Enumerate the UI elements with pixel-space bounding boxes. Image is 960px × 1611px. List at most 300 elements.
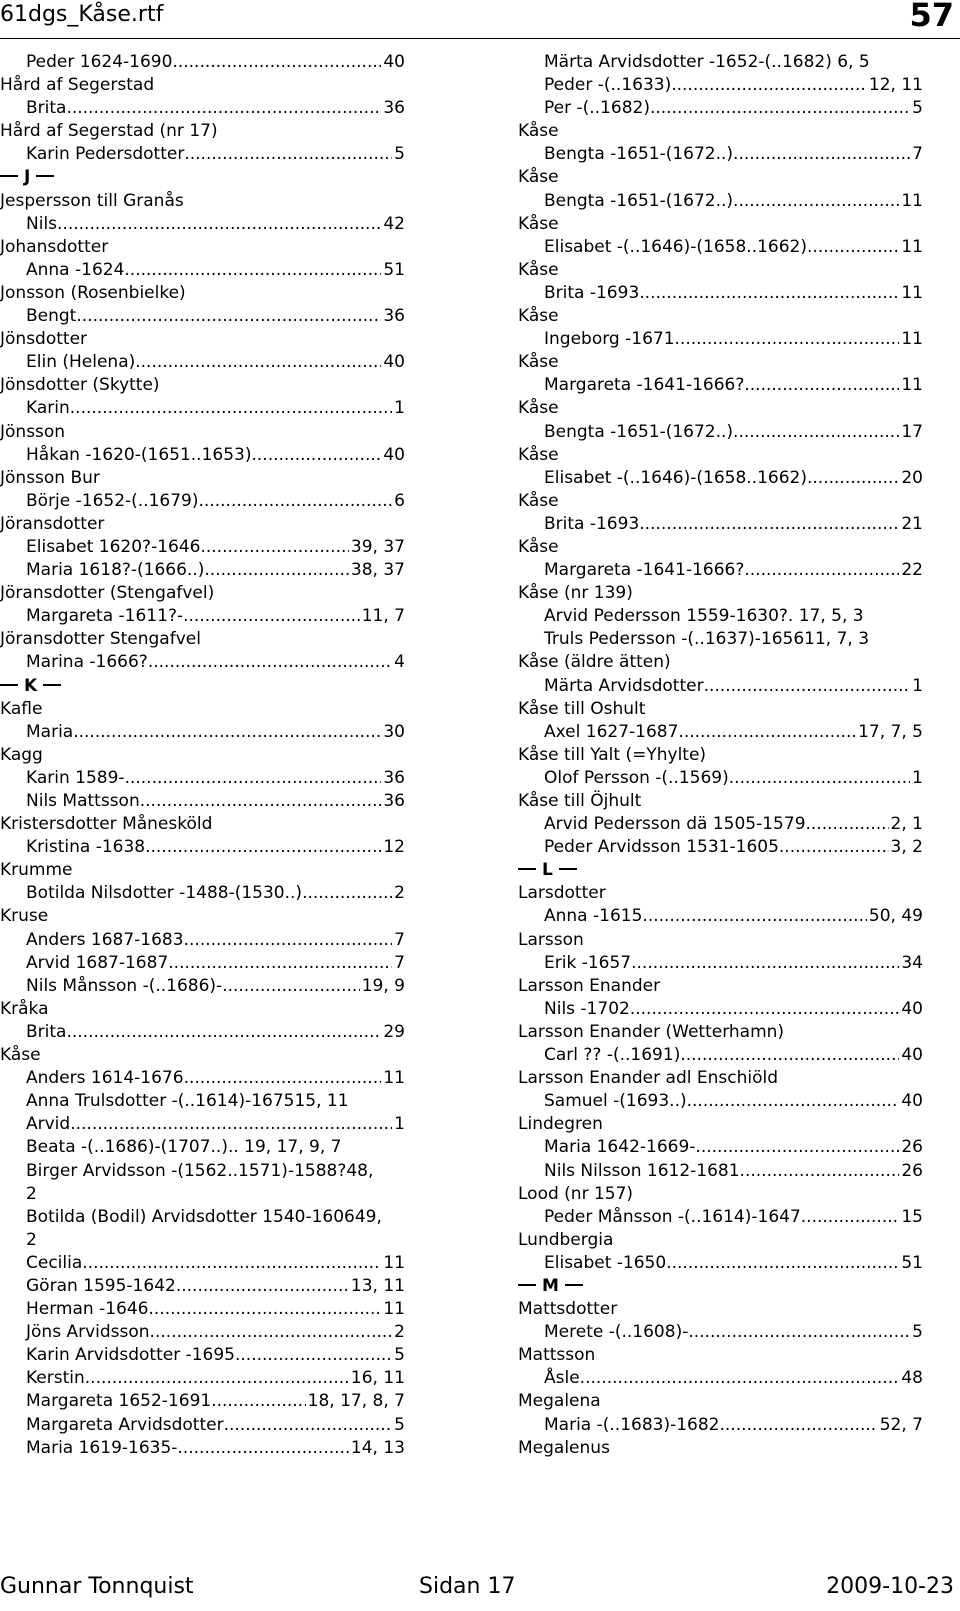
entry-name: Nils Mattsson (26, 791, 140, 811)
index-entry (518, 559, 923, 582)
index-entry (0, 351, 405, 374)
entry-page-refs: 7 (912, 144, 923, 165)
letter-rule (565, 1284, 583, 1286)
entry-name: Märta Arvidsdotter (544, 675, 704, 696)
entry-page-refs: 26 (901, 1160, 923, 1181)
entry-name: Margareta -1641-1666? (544, 560, 745, 581)
dot-leader (135, 351, 381, 374)
index-surname-heading: Kåse (äldre ätten) (518, 652, 671, 673)
entry-page-refs: 52, 7 (879, 1414, 923, 1435)
entry-page-refs: 29 (383, 1021, 405, 1042)
index-entry (0, 952, 405, 975)
footer-page: Sidan 17 (419, 1574, 516, 1599)
dot-leader (687, 1090, 900, 1113)
index-letter: J (24, 167, 31, 188)
index-entry (518, 1414, 923, 1437)
entry-page-refs: 51 (901, 1252, 923, 1273)
entry-page-refs: 2, 1 (890, 814, 923, 835)
index-surname-heading: Kåse (518, 398, 559, 419)
dot-leader (251, 444, 381, 467)
index-surname-heading: Kåse (0, 1045, 41, 1066)
entry-name: Karin (26, 398, 70, 419)
entry-page-refs: 14, 13 (350, 1437, 405, 1458)
index-entry (0, 882, 405, 905)
index-entry (0, 1390, 405, 1413)
dot-leader (76, 305, 381, 328)
index-entry (0, 790, 405, 813)
entry-name: Elin (Helena) (26, 352, 136, 373)
dot-leader (148, 651, 392, 674)
letter-rule (36, 175, 54, 177)
dot-leader (631, 952, 899, 975)
dot-leader (204, 559, 349, 582)
entry-name: Elisabet -(..1646)-(1658..1662) (544, 467, 807, 488)
index-column-right (518, 51, 923, 1460)
dot-leader (184, 929, 393, 952)
entry-page-refs: 5 (394, 144, 405, 165)
entry-name: Arvid (26, 1114, 71, 1135)
entry-name: Bengta -1651-(1672..) (544, 190, 734, 211)
entry-name: Maria 1619-1635- (26, 1437, 178, 1458)
entry-name: Karin Pedersdotter (26, 144, 185, 165)
dot-leader (200, 536, 348, 559)
index-entry (0, 444, 405, 467)
entry-name: Göran 1595-1642 (26, 1275, 176, 1296)
entry-page-refs: 30 (383, 721, 405, 742)
entry-name: Cecilia (26, 1252, 83, 1273)
index-entry (0, 490, 405, 513)
dot-leader (302, 882, 392, 905)
letter-rule (43, 684, 61, 686)
index-entry (518, 421, 923, 444)
index-surname-heading: Kåse till Öjhult (518, 791, 642, 811)
index-entry-text: Anna Trulsdotter -(..1614)-167515, 11 (26, 1091, 349, 1112)
entry-name: Elisabet -1650 (544, 1252, 667, 1273)
index-surname-heading: Kåse (518, 306, 559, 327)
index-entry (518, 1160, 923, 1183)
index-entry (518, 952, 923, 975)
index-surname-heading: Megalenus (518, 1437, 610, 1458)
entry-page-refs: 11 (901, 236, 923, 257)
entry-page-refs: 36 (383, 791, 405, 811)
entry-name: Olof Persson -(..1569) (544, 767, 729, 788)
entry-page-refs: 40 (383, 444, 405, 465)
index-surname-heading: Larsson Enander (Wetterhamn) (518, 1021, 785, 1042)
dot-leader (211, 1390, 305, 1413)
entry-name: Nils (26, 213, 58, 234)
index-letter-heading (0, 675, 405, 698)
index-letter-heading (518, 1275, 923, 1298)
index-surname-heading: Lindegren (518, 1114, 603, 1135)
index-surname-heading: Jöransdotter Stengafvel (0, 629, 201, 650)
dot-leader (733, 190, 899, 213)
index-entry (0, 1252, 405, 1275)
letter-rule (559, 868, 577, 870)
entry-name: Peder 1624-1690 (26, 52, 173, 72)
index-entry (518, 675, 923, 698)
index-column-left (0, 51, 405, 1460)
entry-name: Anders 1614-1676 (26, 1068, 184, 1089)
entry-page-refs: 4 (394, 652, 405, 673)
dot-leader (671, 74, 867, 97)
index-entry (518, 97, 923, 120)
dot-leader (176, 1275, 349, 1298)
index-entry-text: Truls Pedersson -(..1637)-165611, 7, 3 (544, 629, 870, 650)
index-surname-heading: Kåse (518, 121, 559, 142)
entry-page-refs: 12, 11 (868, 75, 923, 96)
entry-name: Margareta -1611?- (26, 606, 184, 627)
index-entry (518, 143, 923, 166)
index-entry (518, 905, 923, 928)
index-entry (518, 767, 923, 790)
index-entry-text: 2 (26, 1229, 37, 1250)
entry-page-refs: 11 (901, 190, 923, 211)
entry-name: Börje -1652-(..1679) (26, 490, 199, 511)
dot-leader (66, 97, 381, 120)
entry-page-refs: 48 (901, 1368, 923, 1389)
entry-name: Arvid Pedersson dä 1505-1579 (544, 814, 806, 835)
dot-leader (222, 975, 360, 998)
entry-page-refs: 2 (394, 1322, 405, 1343)
entry-page-refs: 3, 2 (890, 837, 923, 858)
entry-page-refs: 5 (394, 1345, 405, 1366)
entry-page-refs: 7 (394, 929, 405, 950)
index-surname-heading: Kafle (0, 698, 43, 719)
entry-name: Margareta Arvidsdotter (26, 1414, 224, 1435)
index-surname-heading: Kåse (518, 536, 559, 557)
page-number: 57 (909, 0, 954, 34)
entry-page-refs: 15 (901, 1206, 923, 1227)
entry-page-refs: 11 (383, 1299, 405, 1320)
index-entry-text: Märta Arvidsdotter -1652-(..1682) 6, 5 (544, 52, 870, 72)
index-entry (518, 513, 923, 536)
index-entry (0, 1344, 405, 1367)
entry-page-refs: 1 (394, 398, 405, 419)
index-surname-heading: Kåse (nr 139) (518, 583, 633, 604)
index-surname-heading: Megalena (518, 1391, 601, 1412)
index-entry (0, 97, 405, 120)
dot-leader (57, 213, 381, 236)
index-entry (0, 536, 405, 559)
dot-leader (124, 259, 381, 282)
index-surname-heading: Johansdotter (0, 236, 109, 257)
index-surname-heading: Jespersson till Granås (0, 190, 184, 211)
index-entry (0, 651, 405, 674)
index-entry (0, 1321, 405, 1344)
index-entry (518, 374, 923, 397)
entry-name: Åsle (544, 1368, 580, 1389)
entry-page-refs: 20 (901, 467, 923, 488)
index-surname-heading: Kåse till Oshult (518, 698, 646, 719)
letter-rule (518, 868, 536, 870)
index-surname-heading: Kåse (518, 490, 559, 511)
entry-name: Peder -(..1633) (544, 75, 672, 96)
index-surname-heading: Larsson (518, 929, 584, 950)
dot-leader (688, 1321, 910, 1344)
dot-leader (580, 1367, 900, 1390)
entry-name: Bengta -1651-(1672..) (544, 421, 734, 442)
index-surname-heading: Hård af Segerstad (0, 75, 155, 96)
index-entry (518, 1136, 923, 1159)
dot-leader (630, 998, 900, 1021)
entry-name: Axel 1627-1687 (544, 721, 679, 742)
index-entry (518, 1321, 923, 1344)
index-surname-heading: Kåse (518, 444, 559, 465)
index-entry (518, 1367, 923, 1390)
dot-leader (168, 952, 392, 975)
entry-page-refs: 50, 49 (868, 906, 923, 927)
entry-page-refs: 11 (383, 1252, 405, 1273)
entry-page-refs: 11 (901, 329, 923, 350)
entry-name: Håkan -1620-(1651..1653) (26, 444, 252, 465)
dot-leader (720, 1414, 878, 1437)
dot-leader (675, 328, 900, 351)
index-entry (518, 282, 923, 305)
entry-name: Bengta -1651-(1672..) (544, 144, 734, 165)
entry-name: Peder Månsson -(..1614)-1647 (544, 1206, 801, 1227)
entry-page-refs: 19, 9 (361, 975, 405, 996)
index-surname-heading: Jönsdotter (Skytte) (0, 375, 160, 396)
entry-name: Kerstin (26, 1368, 85, 1389)
entry-page-refs: 11, 7 (361, 606, 405, 627)
index-surname-heading: Jönsson Bur (0, 467, 100, 488)
index-entry (0, 51, 405, 74)
index-entry (0, 259, 405, 282)
entry-name: Jöns Arvidsson (26, 1322, 150, 1343)
index-letter-heading (518, 859, 923, 882)
index-surname-heading: Kruse (0, 906, 49, 927)
entry-name: Brita -1693 (544, 513, 640, 534)
entry-page-refs: 38, 37 (350, 560, 405, 581)
entry-page-refs: 11 (901, 375, 923, 396)
index-surname-heading: Jönsdotter (0, 329, 88, 350)
entry-page-refs: 5 (912, 98, 923, 119)
dot-leader (733, 421, 899, 444)
index-entry (0, 767, 405, 790)
dot-leader (125, 767, 382, 790)
index-entry (518, 1206, 923, 1229)
index-letter-heading (0, 166, 405, 189)
index-entry (518, 236, 923, 259)
entry-page-refs: 17, 7, 5 (858, 721, 923, 742)
index-surname-heading: Larsson Enander adl Enschiöld (518, 1068, 778, 1089)
dot-leader (807, 236, 899, 259)
index-surname-heading: Lood (nr 157) (518, 1183, 634, 1204)
index-surname-heading: Kåse till Yalt (=Yhylte) (518, 744, 707, 765)
index-entry (518, 836, 923, 859)
dot-leader (801, 1206, 900, 1229)
dot-leader (740, 1160, 900, 1183)
letter-rule (518, 1284, 536, 1286)
entry-page-refs: 40 (383, 352, 405, 373)
dot-leader (695, 1136, 899, 1159)
entry-page-refs: 42 (383, 213, 405, 234)
dot-leader (704, 675, 911, 698)
dot-leader (642, 905, 867, 928)
entry-page-refs: 5 (912, 1322, 923, 1343)
dot-leader (733, 143, 910, 166)
dot-leader (678, 721, 856, 744)
dot-leader (70, 397, 392, 420)
entry-page-refs: 51 (383, 259, 405, 280)
dot-leader (140, 790, 382, 813)
dot-leader (172, 51, 381, 74)
entry-name: Brita (26, 98, 67, 119)
entry-page-refs: 7 (394, 952, 405, 973)
index-entry (518, 190, 923, 213)
entry-name: Elisabet 1620?-1646 (26, 536, 201, 557)
entry-name: Nils Månsson -(..1686)- (26, 975, 223, 996)
footer-author: Gunnar Tonnquist (0, 1574, 194, 1599)
index-entry (0, 721, 405, 744)
entry-name: Margareta -1641-1666? (544, 375, 745, 396)
entry-name: Arvid 1687-1687 (26, 952, 169, 973)
dot-leader (744, 374, 899, 397)
entry-name: Kristina -1638 (26, 837, 146, 858)
entry-name: Karin Arvidsdotter -1695 (26, 1345, 235, 1366)
entry-page-refs: 36 (383, 98, 405, 119)
index-surname-heading: Mattsson (518, 1345, 596, 1366)
dot-leader (806, 813, 889, 836)
entry-page-refs: 5 (394, 1414, 405, 1435)
dot-leader (779, 836, 889, 859)
entry-page-refs: 11 (901, 282, 923, 303)
index-surname-heading: Kagg (0, 744, 43, 765)
index-surname-heading: Lundbergia (518, 1229, 614, 1250)
dot-leader (184, 143, 392, 166)
dot-leader (150, 1321, 393, 1344)
index-entry (0, 1021, 405, 1044)
dot-leader (729, 767, 910, 790)
index-entry (0, 975, 405, 998)
entry-page-refs: 22 (901, 560, 923, 581)
entry-name: Brita -1693 (544, 282, 640, 303)
index-entry (0, 1275, 405, 1298)
dot-leader (639, 513, 899, 536)
index-entry (0, 305, 405, 328)
entry-page-refs: 1 (394, 1114, 405, 1135)
index-surname-heading: Mattsdotter (518, 1299, 618, 1320)
dot-leader (184, 1067, 382, 1090)
index-surname-heading: Kåse (518, 352, 559, 373)
entry-page-refs: 17 (901, 421, 923, 442)
index-entry-text: Arvid Pedersson 1559-1630?. 17, 5, 3 (544, 606, 864, 627)
index-entry (0, 1298, 405, 1321)
entry-page-refs: 39, 37 (350, 536, 405, 557)
index-letter: K (24, 675, 38, 696)
entry-name: Peder Arvidsson 1531-1605 (544, 837, 779, 858)
entry-name: Maria 1642-1669- (544, 1137, 696, 1158)
entry-page-refs: 16, 11 (350, 1368, 405, 1389)
dot-leader (680, 1044, 899, 1067)
index-entry-text: 2 (26, 1183, 37, 1204)
dot-leader (224, 1414, 393, 1437)
entry-name: Merete -(..1608)- (544, 1322, 689, 1343)
document-file-name: 61dgs_Kåse.rtf (0, 2, 164, 27)
entry-name: Ingeborg -1671 (544, 329, 675, 350)
entry-name: Herman -1646 (26, 1299, 149, 1320)
index-surname-heading: Krumme (0, 860, 73, 881)
letter-rule (0, 175, 18, 177)
index-surname-heading: Jonsson (Rosenbielke) (0, 282, 186, 303)
index-entry (518, 467, 923, 490)
index-surname-heading: Jönsson (0, 421, 66, 442)
index-entry (518, 721, 923, 744)
index-entry (0, 1414, 405, 1437)
entry-page-refs: 18, 17, 8, 7 (307, 1391, 405, 1412)
index-entry (0, 1437, 405, 1460)
entry-name: Botilda Nilsdotter -1488-(1530..) (26, 883, 303, 904)
index-surname-heading: Kristersdotter Månesköld (0, 814, 213, 835)
index-letter: M (542, 1275, 559, 1296)
entry-name: Nils -1702 (544, 998, 630, 1019)
index-surname-heading: Kåse (518, 167, 559, 188)
index-surname-heading: Hård af Segerstad (nr 17) (0, 121, 218, 142)
index-entry (518, 1252, 923, 1275)
entry-page-refs: 36 (383, 767, 405, 788)
entry-page-refs: 1 (912, 675, 923, 696)
entry-page-refs: 34 (901, 952, 923, 973)
header-divider (0, 38, 960, 39)
index-entry (0, 143, 405, 166)
dot-leader (82, 1252, 381, 1275)
index-surname-heading: Kåse (518, 259, 559, 280)
index-entry (518, 1090, 923, 1113)
index-surname-heading: Larsson Enander (518, 975, 661, 996)
entry-page-refs: 21 (901, 513, 923, 534)
entry-name: Bengt (26, 306, 77, 327)
index-entry (518, 998, 923, 1021)
index-surname-heading: Kråka (0, 998, 49, 1019)
entry-name: Maria 1618?-(1666..) (26, 560, 205, 581)
dot-leader (235, 1344, 392, 1367)
dot-leader (807, 467, 899, 490)
letter-rule (0, 684, 18, 686)
entry-page-refs: 13, 11 (350, 1275, 405, 1296)
dot-leader (85, 1367, 349, 1390)
dot-leader (199, 490, 393, 513)
dot-leader (639, 282, 899, 305)
entry-page-refs: 1 (912, 767, 923, 788)
entry-name: Anna -1624 (26, 259, 125, 280)
index-entry (0, 397, 405, 420)
dot-leader (145, 836, 381, 859)
index-entry (0, 836, 405, 859)
index-entry (0, 1367, 405, 1390)
index-surname-heading: Jöransdotter (0, 513, 105, 534)
entry-name: Samuel -(1693..) (544, 1091, 687, 1112)
entry-name: Maria -(..1683)-1682 (544, 1414, 720, 1435)
dot-leader (149, 1298, 382, 1321)
dot-leader (183, 605, 360, 628)
index-entry (518, 813, 923, 836)
index-surname-heading: Larsdotter (518, 883, 606, 904)
entry-name: Elisabet -(..1646)-(1658..1662) (544, 236, 807, 257)
entry-name: Nils Nilsson 1612-1681 (544, 1160, 740, 1181)
entry-page-refs: 26 (901, 1137, 923, 1158)
index-entry-text: Beata -(..1686)-(1707..).. 19, 17, 9, 7 (26, 1137, 342, 1158)
index-entry (518, 328, 923, 351)
index-entry (0, 929, 405, 952)
dot-leader (177, 1437, 349, 1460)
index-entry (0, 605, 405, 628)
dot-leader (70, 1113, 392, 1136)
index-entry-text: Birger Arvidsson -(1562..1571)-1588?48, (26, 1160, 374, 1181)
index-surname-heading: Jöransdotter (Stengafvel) (0, 583, 215, 604)
entry-page-refs: 40 (901, 1091, 923, 1112)
dot-leader (666, 1252, 899, 1275)
entry-name: Carl ?? -(..1691) (544, 1045, 681, 1066)
